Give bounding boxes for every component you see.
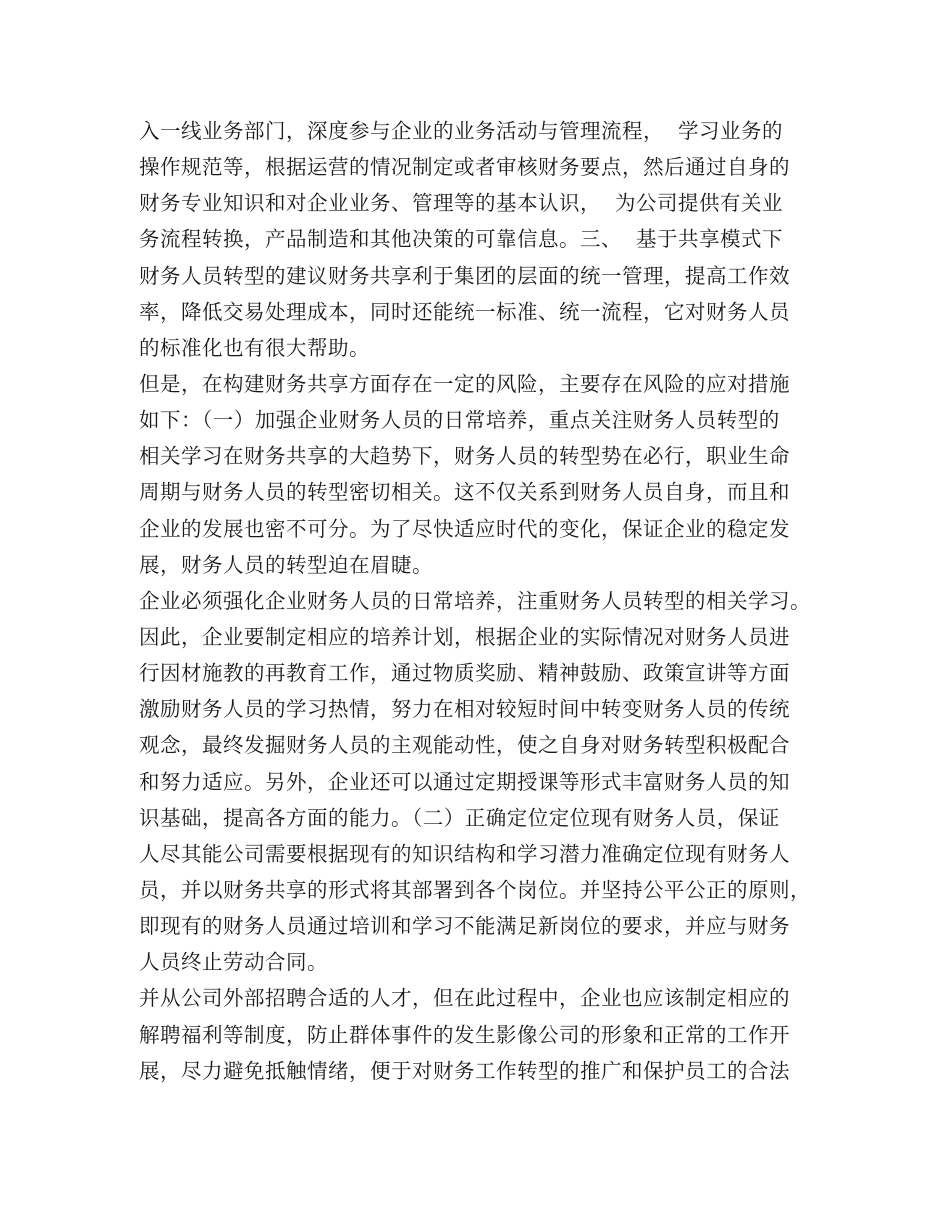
text-line: 观念，最终发掘财务人员的主观能动性，使之自身对财务转型积极配合 xyxy=(139,733,790,758)
text-line: 相关学习在财务共享的大趋势下，财务人员的转型势在必行，职业生命 xyxy=(139,444,790,469)
text-line: 务流程转换，产品制造和其他决策的可靠信息。三、 基于共享模式下 xyxy=(139,227,784,252)
text-line: 因此，企业要制定相应的培养计划，根据企业的实际情况对财务人员进 xyxy=(139,624,790,649)
text-line: 企业的发展也密不可分。为了尽快适应时代的变化，保证企业的稳定发 xyxy=(139,516,790,541)
text-line: 如下：（一）加强企业财务人员的日常培养，重点关注财务人员转型的 xyxy=(139,408,780,433)
text-line: 员，并以财务共享的形式将其部署到各个岗位。并坚持公平公正的原则， xyxy=(139,877,811,902)
text-line: 识基础，提高各方面的能力。（二）正确定位定位现有财务人员，保证 xyxy=(139,805,780,830)
text-line: 周期与财务人员的转型密切相关。这不仅关系到财务人员自身，而且和 xyxy=(139,480,790,505)
text-line: 行因材施教的再教育工作，通过物质奖励、精神鼓励、政策宣讲等方面 xyxy=(139,661,790,686)
text-line: 的标准化也有很大帮助。 xyxy=(139,335,370,360)
text-line: 和努力适应。另外，企业还可以通过定期授课等形式丰富财务人员的知 xyxy=(139,769,790,794)
text-line: 并从公司外部招聘合适的人才，但在此过程中，企业也应该制定相应的 xyxy=(139,986,790,1011)
text-line: 财务人员转型的建议财务共享利于集团的层面的统一管理，提高工作效 xyxy=(139,263,790,288)
text-line: 激励财务人员的学习热情，努力在相对较短时间中转变财务人员的传统 xyxy=(139,697,790,722)
text-line: 人员终止劳动合同。 xyxy=(139,950,328,975)
text-line: 人尽其能公司需要根据现有的知识结构和学习潜力准确定位现有财务人 xyxy=(139,841,790,866)
text-line: 展，财务人员的转型迫在眉睫。 xyxy=(139,552,433,577)
text-line: 但是，在构建财务共享方面存在一定的风险，主要存在风险的应对措施 xyxy=(139,371,790,396)
text-line: 解聘福利等制度，防止群体事件的发生影像公司的形象和正常的工作开 xyxy=(139,1022,790,1047)
text-line: 入一线业务部门，深度参与企业的业务活动与管理流程， 学习业务的 xyxy=(139,119,784,143)
text-line: 率，降低交易处理成本，同时还能统一标准、统一流程，它对财务人员 xyxy=(139,299,790,324)
text-line: 展，尽力避免抵触情绪，便于对财务工作转型的推广和保护员工的合法 xyxy=(139,1058,790,1083)
text-line: 财务专业知识和对企业业务、管理等的基本认识， 为公司提供有关业 xyxy=(139,191,784,216)
text-line: 即现有的财务人员通过培训和学习不能满足新岗位的要求，并应与财务 xyxy=(139,914,790,939)
text-line: 操作规范等，根据运营的情况制定或者审核财务要点，然后通过自身的 xyxy=(139,155,790,180)
body-text xyxy=(139,113,829,1089)
text-line: 企业必须强化企业财务人员的日常培养，注重财务人员转型的相关学习。 xyxy=(139,588,811,613)
